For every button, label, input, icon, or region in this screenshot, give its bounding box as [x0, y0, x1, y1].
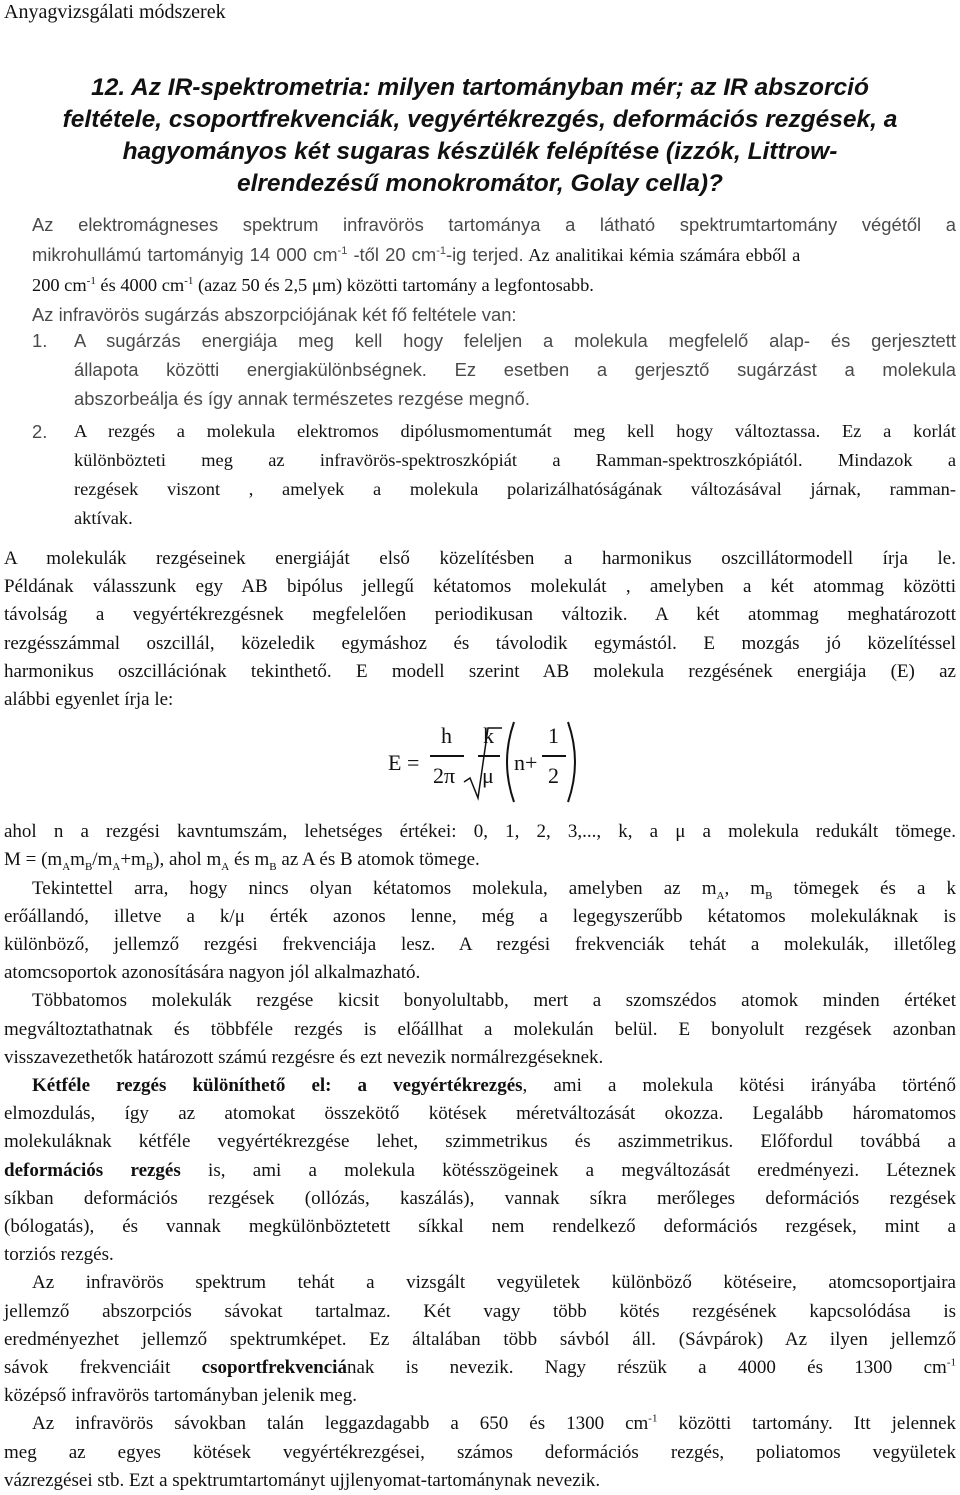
- body-line: erőállandó, illetve a k/μ érték azonos lenne, még a legegyszerűbb kétatomos molekuláknak is: [4, 905, 956, 927]
- superscript: -1: [648, 1413, 658, 1426]
- text-run: Tekintettel arra, hogy nincs olyan kétatomos molekula, amelyben az m: [32, 877, 717, 899]
- text-run: ), ahol m: [153, 849, 222, 871]
- text-run: és 4000 cm: [95, 275, 185, 295]
- main-body: [4, 545, 956, 1495]
- text-run: is, ami a molekula kötésszögeinek a megváltozását eredményezi. Léteznek: [180, 1159, 956, 1181]
- text-run: és m: [229, 849, 270, 871]
- superscript: -1: [86, 274, 96, 287]
- list-line: [74, 355, 956, 384]
- intro-line: [32, 270, 956, 300]
- bold-run: csoportfrekvenciá: [201, 1357, 347, 1379]
- body-line: jellemző abszorpciós sávokat tartalmaz. Két vagy több kötés rezgésének kapcsolódása is: [4, 1300, 956, 1322]
- body-line: [4, 1072, 956, 1100]
- title-line: hagyományos két sugaras készülék felépítése (izzók, Littrow-: [122, 138, 838, 165]
- list-line: aktívak.: [74, 508, 133, 528]
- body-line: elmozdulás, így az atomokat összekötő kötések méretváltozását okozza. Legalább háromatomos: [4, 1103, 956, 1125]
- paragraph: [4, 545, 956, 714]
- body-line: vázrezgései stb. Ezt a spektrumtartományt ujjlenyomat-tartománynak nevezik.: [4, 1469, 601, 1491]
- text-run: m: [70, 849, 85, 871]
- superscript: -1: [436, 244, 446, 257]
- paragraph: [4, 987, 956, 1072]
- superscript: -1: [946, 1356, 956, 1369]
- paragraph: [4, 1410, 956, 1495]
- conditions-list: [32, 326, 956, 535]
- body-line: Az infravörös spektrum tehát a vizsgált vegyületek különböző kötéseire, atomcsoportjaira: [32, 1272, 956, 1294]
- body-line: Többatomos molekulák rezgése kicsit bonyolultabb, mert a szomszédos atomok minden értéket: [32, 990, 956, 1012]
- list-number: 1.: [32, 330, 48, 351]
- text-run: állapota közötti energiakülönbségnek.: [74, 359, 427, 380]
- body-line: A molekulák rezgéseinek energiáját első közelítésben a harmonikus oszcillátormodell írja le.: [4, 548, 956, 569]
- eq-one: 1: [548, 723, 559, 749]
- subscript: B: [765, 889, 773, 902]
- body-line: atomcsoportok azonosítására nagyon jól alkalmazható.: [4, 962, 421, 984]
- paragraph: [4, 1072, 956, 1269]
- body-line: ahol n a rezgési kavntumszám, lehetséges értékei: 0, 1, 2, 3,..., k, a μ a molekula redukált tömege.: [4, 821, 956, 843]
- intro-line: [32, 240, 956, 270]
- body-line: távolság a vegyértékrezgésnek megfelelően periodikusan változik. A két atommag meghatározott: [4, 604, 956, 626]
- text-run: /m: [92, 849, 113, 871]
- text-run: Ez esetben a gerjesztő sugárzást a molekula: [426, 359, 956, 380]
- subscript: A: [716, 889, 725, 902]
- text-run: (azaz 50 és 2,5 μm) közötti tartomány a legfontosabb.: [193, 275, 594, 295]
- intro-line: Az elektromágneses spektrum infravörös tartománya a látható spektrumtartomány végétől a: [32, 214, 956, 235]
- right-paren: [564, 720, 584, 804]
- text-run: M = (m: [4, 849, 63, 871]
- body-line: [4, 875, 956, 903]
- body-line: molekuláknak kétféle vegyértékrezgése lehet, szimmetrikus és aszimmetrikus. Előfordul továbbá a: [4, 1131, 956, 1153]
- text-run: Az infravörös sávokban talán leggazdagabb a 650 és 1300 cm: [32, 1413, 649, 1435]
- running-header: Anyagvizsgálati módszerek: [4, 1, 226, 23]
- list-line: abszorbeálja és így annak természetes rezgése megnő.: [74, 388, 530, 409]
- text-run: 200 cm: [32, 275, 87, 295]
- list-line: különbözteti meg az infravörös-spektroszkópiát a Ramman-spektroszkópiától. Mindazok a: [74, 450, 956, 470]
- list-item: [32, 326, 956, 413]
- subscript: A: [62, 861, 71, 874]
- title-line: feltétele, csoportfrekvenciák, vegyértékrezgés, deformációs rezgések, a: [62, 106, 898, 133]
- body-line: harmonikus oszcillációnak tekinthető. E modell szerint AB molekula rezgésének energiája (E) az: [4, 660, 956, 682]
- subscript: B: [145, 861, 154, 874]
- body-line: Példának válasszunk egy AB bipólus jellegű kétatomos molekulát , amelyben a két atommag közötti: [4, 576, 956, 598]
- list-line: A rezgés a molekula elektromos dipólusmomentumát meg kell hogy változtassa. Ez a korlát: [74, 421, 956, 441]
- title-line: 12. Az IR-spektrometria: milyen tartományban mér; az IR abszorció: [91, 74, 869, 101]
- subscript: B: [84, 861, 93, 874]
- eq-two: 2: [548, 763, 559, 789]
- bold-run: Kétféle rezgés különíthető el: a vegyértékrezgés: [32, 1075, 523, 1097]
- title-line: elrendezésű monokromátor, Golay cella)?: [236, 170, 724, 197]
- body-line: [4, 846, 956, 874]
- subscript: B: [269, 861, 277, 874]
- text-run: tömegek és a k: [772, 877, 957, 899]
- text-run: közötti tartomány. Itt jelennek: [657, 1413, 957, 1435]
- body-line: középső infravörös tartományban jelenik meg.: [4, 1385, 357, 1407]
- body-line: megváltoztathatnak és többféle rezgés is előállhat a molekulán belül. E bonyolult rezgések azonban: [4, 1018, 956, 1040]
- body-line: torziós rezgés.: [4, 1244, 114, 1266]
- eq-k: k: [483, 723, 494, 749]
- text-run: , ami a molekula kötési irányába történő: [522, 1075, 956, 1097]
- text-run: nak is nevezik. Nagy részük a 4000 és 1300 cm: [346, 1357, 947, 1379]
- list-line: rezgések viszont , amelyek a molekula polarizálhatóságának változásával járnak, ramman-: [74, 479, 956, 499]
- superscript: -1: [184, 274, 194, 287]
- text-run: az A és B atomok tömege.: [276, 849, 480, 871]
- paragraph: [4, 1269, 956, 1410]
- text-run: , m: [724, 877, 766, 899]
- question-title: [0, 72, 960, 200]
- eq-lhs: E =: [388, 750, 420, 776]
- body-line: alábbi egyenlet írja le:: [4, 689, 174, 711]
- fraction-bar: [430, 755, 464, 757]
- body-line: különböző, jellemző rezgési frekvenciája lesz. A rezgési frekvenciák tehát a molekulák, illetőleg: [4, 934, 956, 956]
- text-run: Az analitikai kémia számára ebből a: [523, 245, 801, 265]
- text-run: -ig terjed.: [445, 244, 524, 265]
- subscript: A: [112, 861, 121, 874]
- body-line: meg az egyes kötések vegyértékrezgései, számos deformációs rezgés, poliatomos vegyületek: [4, 1441, 956, 1463]
- text-run: sávok frekvenciáit: [4, 1357, 202, 1379]
- body-line: eredményezhet jellemző spektrumképet. Ez általában több sávból áll. (Sávpárok) Az ilyen jellemző: [4, 1328, 956, 1350]
- list-line: A sugárzás energiája meg kell hogy feleljen a molekula megfelelő alap- és gerjesztett: [74, 330, 956, 351]
- fraction-bar: [542, 755, 566, 757]
- intro-line: Az infravörös sugárzás abszorpciójának két fő feltétele van:: [32, 304, 517, 325]
- eq-2pi: 2π: [433, 763, 456, 789]
- body-line: [4, 1410, 956, 1438]
- eq-h: h: [441, 723, 452, 749]
- paragraph: [4, 875, 956, 988]
- superscript: -1: [337, 244, 348, 257]
- eq-n: n+: [514, 750, 538, 776]
- text-run: -től 20 cm: [347, 244, 437, 265]
- eq-mu: μ: [482, 763, 494, 789]
- body-line: síkban deformációs rezgések (ollózás, kaszálás), vannak síkra merőleges deformációs rezgések: [4, 1187, 956, 1209]
- list-item: [32, 417, 956, 533]
- subscript: A: [221, 861, 230, 874]
- list-number: 2.: [32, 421, 48, 442]
- body-line: visszavezethetők határozott számú rezgésre és ezt nevezik normálrezgéseknek.: [4, 1046, 604, 1068]
- body-line: [4, 1354, 956, 1382]
- fraction-bar: [478, 755, 500, 757]
- text-run: +m: [120, 849, 146, 871]
- body-line: [4, 1157, 956, 1185]
- text-run: mikrohullámú tartományig 14 000 cm: [32, 244, 338, 265]
- body-line: (bólogatás), és vannak megkülönböztetett síkkal nem rendelkező deformációs rezgések, mint a: [4, 1216, 956, 1238]
- bold-run: deformációs rezgés: [4, 1159, 181, 1181]
- body-line: rezgésszámmal oszcillál, közeledik egymáshoz és távolodik egymástól. E mozgás jó közelítéssel: [4, 632, 956, 654]
- energy-equation: [4, 718, 956, 812]
- intro-paragraph: [32, 210, 956, 330]
